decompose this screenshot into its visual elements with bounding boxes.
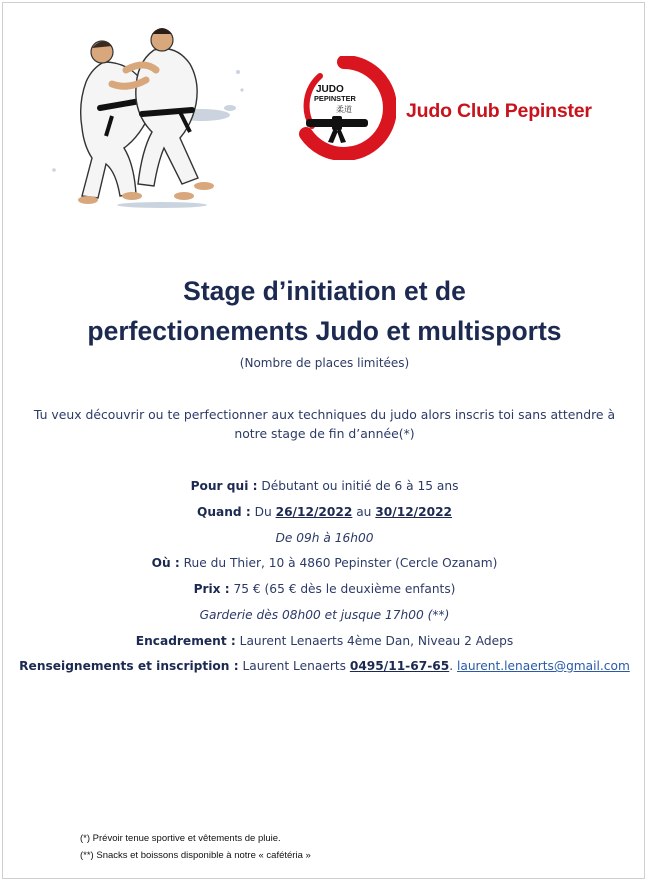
club-name: Judo Club Pepinster xyxy=(406,100,592,122)
info-pour-qui xyxy=(0,479,649,493)
intro-text xyxy=(0,405,649,443)
intro-line-1: Tu veux découvrir ou te perfectionner aux techniques du judo alors inscris toi sans attendre à xyxy=(33,407,616,422)
quand-label: Quand : xyxy=(196,505,251,519)
footnote-1: (*) Prévoir tenue sportive et vêtements de pluie. xyxy=(80,833,281,844)
quand-mid: au xyxy=(352,505,376,519)
intro-line-2: notre stage de fin d’année(*) xyxy=(234,426,415,441)
renseignements-sep: . xyxy=(449,659,457,673)
quand-start-date: 26/12/2022 xyxy=(275,505,353,519)
encadrement-value: Laurent Lenaerts 4ème Dan, Niveau 2 Adeps xyxy=(235,634,514,648)
ou-label: Où : xyxy=(151,556,180,570)
quand-end-date: 30/12/2022 xyxy=(375,505,453,519)
pour-qui-value: Débutant ou initié de 6 à 15 ans xyxy=(257,479,459,493)
renseignements-name: Laurent Lenaerts xyxy=(238,659,350,673)
title-line-1: Stage d’initiation et de xyxy=(183,276,466,306)
page-title xyxy=(0,271,649,351)
renseignements-label: Renseignements et inscription : xyxy=(19,659,239,673)
logo-kanji: 柔道 xyxy=(336,105,352,114)
prix-value: 75 € (65 € dès le deuxième enfants) xyxy=(229,582,456,596)
info-prix xyxy=(0,582,649,596)
club-logo xyxy=(292,56,396,160)
footnote-2: (**) Snacks et boissons disponible à notre « cafétéria » xyxy=(80,850,311,861)
logo-line1: JUDO xyxy=(316,84,344,95)
info-renseignements xyxy=(0,659,649,673)
pour-qui-label: Pour qui : xyxy=(190,479,258,493)
judokas-illustration xyxy=(42,20,254,215)
email-link[interactable]: laurent.lenaerts@gmail.com xyxy=(456,659,630,673)
ou-value: Rue du Thier, 10 à 4860 Pepinster (Cercle Ozanam) xyxy=(179,556,498,570)
info-encadrement xyxy=(0,634,649,648)
phone-number: 0495/11-67-65 xyxy=(349,659,450,673)
info-garderie: Garderie dès 08h00 et jusque 17h00 (**) xyxy=(199,608,450,622)
quand-prefix: Du xyxy=(250,505,276,519)
title-line-2: perfectionements Judo et multisports xyxy=(87,316,562,346)
info-ou xyxy=(0,556,649,570)
encadrement-label: Encadrement : xyxy=(135,634,236,648)
info-quand xyxy=(0,505,649,519)
info-horaire: De 09h à 16h00 xyxy=(275,531,374,545)
subtitle: (Nombre de places limitées) xyxy=(239,356,410,370)
logo-line2: PEPINSTER xyxy=(314,94,356,103)
prix-label: Prix : xyxy=(193,582,230,596)
